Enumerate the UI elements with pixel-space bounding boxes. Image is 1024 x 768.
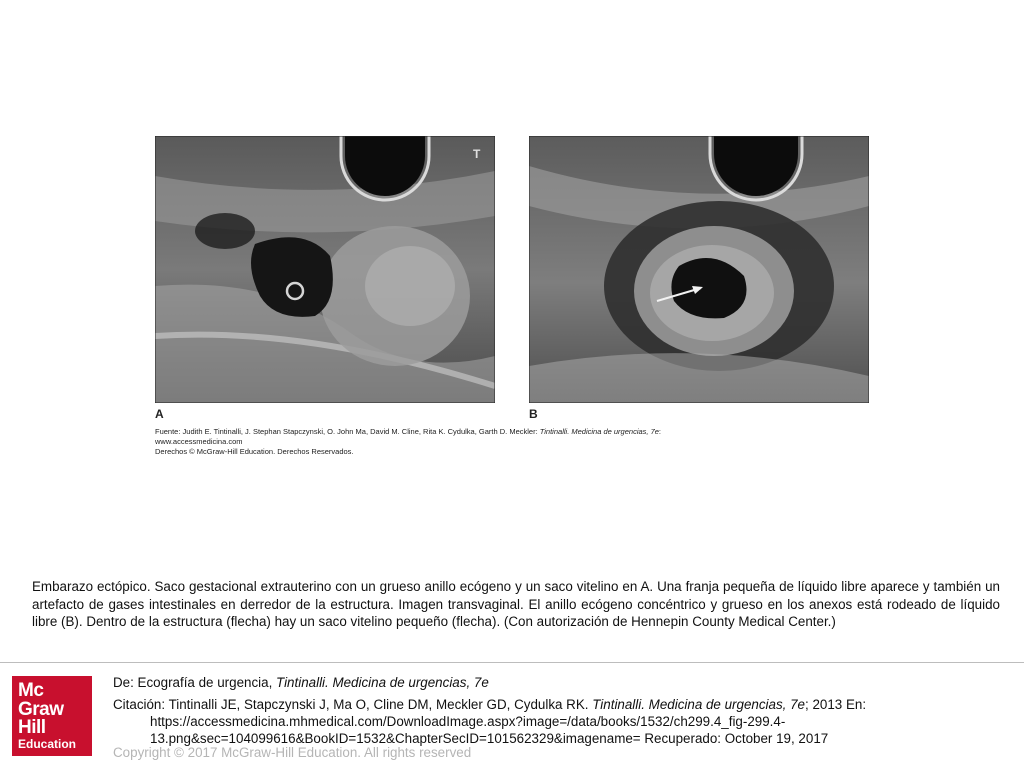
logo-line-3: Hill — [18, 717, 46, 738]
source-line-1 — [155, 427, 871, 437]
orientation-marker: T — [473, 147, 481, 161]
from-line — [113, 675, 489, 690]
citation-url-line-1[interactable]: https://accessmedicina.mhmedical.com/DownloadImage.aspx?image=/data/books/1532/ch299.4_fig-299.4- — [150, 714, 786, 729]
ultrasound-image-a — [155, 136, 495, 403]
logo-line-2: Graw — [18, 699, 64, 720]
citation-book-title: Tintinalli. Medicina de urgencias, 7e — [592, 697, 805, 712]
panel-label-b: B — [529, 407, 538, 421]
source-colon: : — [658, 427, 662, 436]
logo-line-4: Education — [18, 737, 77, 751]
citation-suffix: ; 2013 En: — [805, 697, 867, 712]
from-prefix: De: Ecografía de urgencia, — [113, 675, 277, 690]
figure-source — [155, 427, 871, 457]
mcgraw-hill-logo — [12, 676, 92, 756]
ultrasound-scan-b — [529, 136, 869, 403]
citation — [113, 696, 1013, 747]
figure-caption: Embarazo ectópico. Saco gestacional extrauterino con un grueso anillo ecógeno y un saco vitelino en A. Una franja pequeña de líquido libre aparece y también un artefacto de gases intestinales en derredor de la estructura. Imagen transvaginal. El anillo ecógeno concéntrico y grueso en los anexos está rodeado de líquido libre (B). Dentro de la estructura (flecha) hay un saco vitelino pequeño (flecha). (Con autorización de Hennepin County Medical Center.) — [32, 579, 1000, 629]
citation-url-line-2[interactable]: 13.png&sec=104099616&BookID=1532&ChapterSecID=101562329&imagename= Recuperado: October 19, 2017 — [150, 731, 829, 746]
source-line-2: www.accessmedicina.com — [155, 437, 243, 446]
citation-prefix: Citación: Tintinalli JE, Stapczynski J, Ma O, Cline DM, Meckler GD, Cydulka RK. — [113, 697, 593, 712]
panel-label-a: A — [155, 407, 164, 421]
from-book-title: Tintinalli. Medicina de urgencias, 7e — [276, 675, 489, 690]
ultrasound-image-b — [529, 136, 869, 403]
source-authors: Fuente: Judith E. Tintinalli, J. Stephan Stapczynski, O. John Ma, David M. Cline, Rita K. Cydulka, Garth D. Meckler: — [155, 427, 540, 436]
source-line-3: Derechos © McGraw-Hill Education. Derechos Reservados. — [155, 447, 354, 456]
logo-line-1: Mc — [18, 680, 44, 701]
footer-divider — [0, 662, 1024, 663]
ultrasound-figure — [153, 133, 871, 455]
ultrasound-scan-a — [155, 136, 495, 403]
source-book-title: Tintinalli. Medicina de urgencias, 7e — [539, 427, 659, 436]
copyright-notice: Copyright © 2017 McGraw-Hill Education. All rights reserved — [113, 745, 472, 760]
